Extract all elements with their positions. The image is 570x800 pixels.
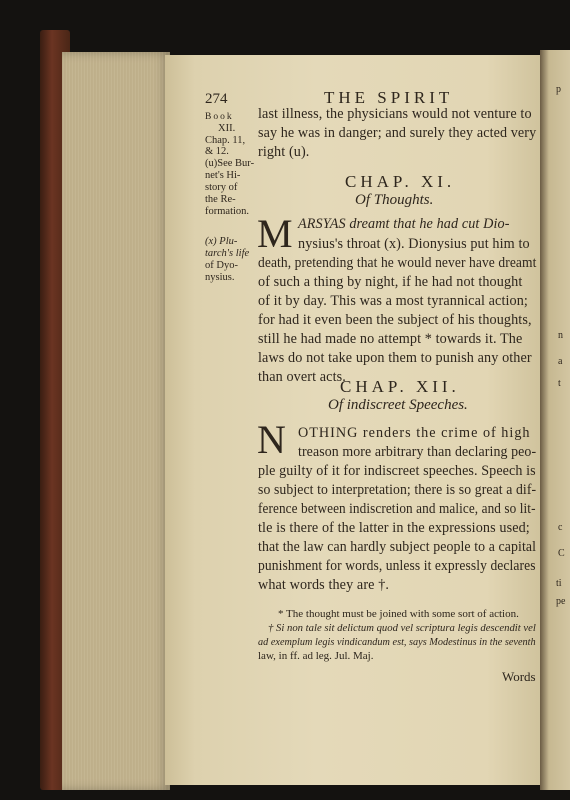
body-line: still he had made no attempt * towards it. The bbox=[258, 331, 523, 347]
running-head: THE SPIRIT bbox=[324, 88, 454, 107]
drop-cap: N bbox=[257, 417, 286, 462]
body-line: for had it even been the subject of his thoughts, bbox=[258, 312, 532, 328]
chapter-title: Of indiscreet Speeches. bbox=[328, 397, 468, 413]
next-page-fragment: n bbox=[558, 330, 563, 341]
body-line: laws do not take upon them to punish any other bbox=[258, 350, 532, 366]
chapter-heading: CHAP. XI. bbox=[345, 172, 456, 191]
body-line: ple guilty of it for indiscreet speeches. Speech is bbox=[258, 463, 536, 479]
page-number: 274 bbox=[205, 91, 228, 107]
facing-page-edge bbox=[540, 50, 570, 790]
chapter-heading: CHAP. XII. bbox=[340, 377, 460, 396]
margin-chapter: & 12. bbox=[205, 146, 229, 157]
next-page-fragment: c bbox=[558, 522, 563, 533]
body-line: that the law can hardly subject people to a capital bbox=[258, 539, 537, 555]
next-page-fragment: a bbox=[558, 356, 563, 367]
next-page-fragment: ti bbox=[556, 578, 562, 589]
margin-note-u: net's Hi- bbox=[205, 170, 241, 181]
body-line: punishment for words, unless it expressly declares bbox=[258, 558, 536, 574]
footnote: law, in ff. ad leg. Jul. Maj. bbox=[258, 650, 374, 662]
margin-note-x: tarch's life bbox=[205, 248, 250, 259]
body-line: ARSYAS dreamt that he had cut Dio- bbox=[298, 216, 510, 232]
page-edges bbox=[62, 52, 170, 790]
margin-note-u: (u)See Bur- bbox=[205, 158, 255, 169]
margin-note-x: nysius. bbox=[205, 272, 235, 283]
footnote: † Si non tale sit delictum quod vel scriptura legis descendit vel bbox=[268, 622, 536, 634]
next-page-fragment: p bbox=[556, 84, 561, 95]
margin-note-u: the Re- bbox=[205, 194, 236, 205]
next-page-fragment: pe bbox=[556, 596, 566, 607]
margin-book: XII. bbox=[218, 123, 236, 134]
footnote: ad exemplum legis vindicandum est, says Modestinus in the seventh bbox=[258, 636, 536, 648]
body-line: right (u). bbox=[258, 144, 310, 160]
drop-cap: M bbox=[257, 211, 293, 256]
body-line: OTHING renders the crime of high bbox=[298, 425, 531, 441]
body-line: treason more arbitrary than declaring peo- bbox=[298, 444, 537, 460]
body-line: tle is there of the latter in the expressions used; bbox=[258, 520, 530, 536]
body-line: ference between indiscretion and malice, and so lit- bbox=[258, 501, 536, 517]
next-page-fragment: C bbox=[558, 548, 565, 559]
body-line: than overt acts. bbox=[258, 369, 346, 385]
margin-book: Book bbox=[205, 112, 234, 122]
next-page-fragment: t bbox=[558, 378, 561, 389]
margin-chapter: Chap. 11, bbox=[205, 135, 246, 146]
body-line: of it by day. This was a most tyrannical action; bbox=[258, 293, 528, 309]
body-line: so subject to interpretation; there is so great a dif- bbox=[258, 482, 537, 498]
margin-note-u: formation. bbox=[205, 206, 250, 217]
body-line: say he was in danger; and surely they acted very bbox=[258, 125, 537, 141]
margin-note-x: (x) Plu- bbox=[205, 236, 238, 247]
body-line: of such a thing by night, if he had not thought bbox=[258, 274, 523, 290]
footnote: * The thought must be joined with some sort of action. bbox=[278, 608, 519, 620]
margin-note-u: story of bbox=[205, 182, 238, 193]
body-line: last illness, the physicians would not venture to bbox=[258, 106, 532, 122]
chapter-title: Of Thoughts. bbox=[355, 192, 434, 208]
margin-note-x: of Dyo- bbox=[205, 260, 238, 271]
catchword: Words bbox=[502, 669, 536, 684]
body-line: what words they are †. bbox=[258, 577, 390, 593]
body-line: nysius's throat (x). Dionysius put him to bbox=[298, 236, 530, 252]
body-line: death, pretending that he would never have dreamt bbox=[258, 255, 537, 271]
